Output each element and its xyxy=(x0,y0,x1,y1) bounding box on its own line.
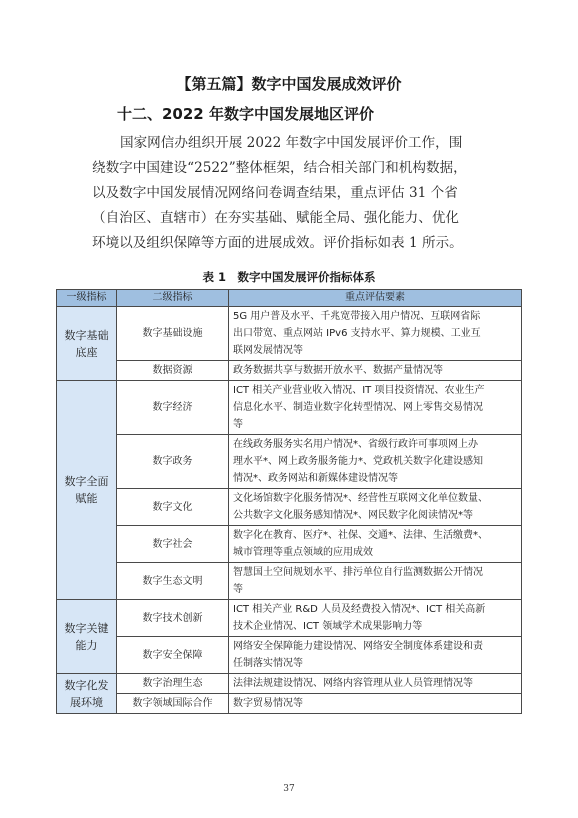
section-title: 十二、2022 年数字中国发展地区评价 xyxy=(117,105,374,123)
key-elements-line: 城市管理等重点领域的应用成效 xyxy=(233,547,373,558)
key-elements-line: 联网发展情况等 xyxy=(233,345,303,356)
key-elements-line: 理水平*、网上政务服务能力*、党政机关数字化建设感知 xyxy=(233,456,483,467)
key-elements-cell xyxy=(229,361,522,381)
key-elements-line: 任制落实情况等 xyxy=(233,658,303,669)
key-elements-line: 出口带宽、重点网站 IPv6 支持水平、算力规模、工业互 xyxy=(233,328,481,339)
level1-indicator-cell xyxy=(57,381,117,600)
key-elements-cell xyxy=(229,526,522,563)
key-elements-line: 文化场馆数字化服务情况*、经营性互联网文化单位数量、 xyxy=(233,493,488,504)
intro-paragraph xyxy=(92,131,500,256)
key-elements-line: 在线政务服务实名用户情况*、省级行政许可事项网上办 xyxy=(233,439,478,450)
level1-indicator-line: 能力 xyxy=(75,638,98,652)
level1-indicator-line: 底座 xyxy=(75,345,98,359)
level1-indicator-cell xyxy=(57,307,117,381)
level1-indicator-line: 数字全面 xyxy=(64,475,109,488)
header-key-elements: 重点评估要素 xyxy=(229,290,522,307)
paragraph-line: 以及数字中国发展情况网络问卷调查结果，重点评估 31 个省 xyxy=(92,185,458,201)
key-elements-line: 智慧国土空间规划水平、排污单位自行监测数据公开情况 xyxy=(233,567,483,578)
key-elements-cell xyxy=(229,307,522,361)
key-elements-cell xyxy=(229,435,522,489)
key-elements-line: 5G 用户普及水平、千兆宽带接入用户情况、互联网省际 xyxy=(233,311,481,322)
table-title: 表 1 数字中国发展评价指标体系 xyxy=(202,270,376,284)
level2-indicator-cell: 数字领域国际合作 xyxy=(117,694,229,714)
level2-indicator-cell: 数字技术创新 xyxy=(117,600,229,637)
level1-indicator-cell xyxy=(57,600,117,674)
key-elements-cell xyxy=(229,694,522,714)
paragraph-line: 环境以及组织保障等方面的进展成效。评价指标如表 1 所示。 xyxy=(92,235,463,251)
key-elements-line: 数字化在教育、医疗*、社保、交通*、法律、生活缴费*、 xyxy=(233,530,488,541)
table-row xyxy=(57,435,522,489)
key-elements-line: 数字贸易情况等 xyxy=(233,698,303,709)
key-elements-line: 网络安全保障能力建设情况、网络安全制度体系建设和责 xyxy=(233,641,483,652)
table-row xyxy=(57,637,522,674)
key-elements-cell xyxy=(229,563,522,600)
level2-indicator-cell: 数字生态文明 xyxy=(117,563,229,600)
header-level1: 一级指标 xyxy=(57,290,117,307)
key-elements-cell xyxy=(229,489,522,526)
level1-indicator-line: 赋能 xyxy=(75,492,98,505)
paragraph-line: （自治区、直辖市）在夯实基础、赋能全局、强化能力、优化 xyxy=(92,210,460,226)
table-row xyxy=(57,600,522,637)
level2-indicator-cell: 数字文化 xyxy=(117,489,229,526)
table-body xyxy=(57,307,522,714)
page-number: 37 xyxy=(283,784,295,794)
key-elements-line: 技术企业情况、ICT 领域学术成果影响力等 xyxy=(233,621,423,632)
table-row xyxy=(57,526,522,563)
table-row xyxy=(57,674,522,694)
table-row xyxy=(57,563,522,600)
key-elements-line: ICT 相关产业 R&D 人员及经费投入情况*、ICT 相关高新 xyxy=(233,604,486,615)
level2-indicator-cell: 数字安全保障 xyxy=(117,637,229,674)
key-elements-line: 信息化水平、制造业数字化转型情况、网上零售交易情况 xyxy=(233,402,483,413)
key-elements-line: 情况*、政务网站和新媒体建设情况等 xyxy=(233,473,398,484)
key-elements-cell xyxy=(229,381,522,435)
key-elements-cell xyxy=(229,674,522,694)
level2-indicator-cell: 数字治理生态 xyxy=(117,674,229,694)
table-row xyxy=(57,694,522,714)
paragraph-line: 绕数字中国建设“2522”整体框架，结合相关部门和机构数据， xyxy=(92,160,467,176)
table-row xyxy=(57,489,522,526)
key-elements-line: 政务数据共享与数据开放水平、数据产量情况等 xyxy=(233,365,443,376)
key-elements-line: 公共数字文化服务感知情况*、网民数字化阅读情况*等 xyxy=(233,510,473,521)
level2-indicator-cell: 数字基础设施 xyxy=(117,307,229,361)
part-title: 【第五篇】数字中国发展成效评价 xyxy=(176,75,402,93)
level2-indicator-cell: 数字政务 xyxy=(117,435,229,489)
indicator-table xyxy=(56,289,522,714)
key-elements-line: ICT 相关产业营业收入情况、IT 项目投资情况、农业生产 xyxy=(233,385,485,396)
level1-indicator-line: 数字关键 xyxy=(64,621,109,635)
level2-indicator-cell: 数字社会 xyxy=(117,526,229,563)
key-elements-cell xyxy=(229,600,522,637)
key-elements-line: 等 xyxy=(233,584,243,595)
key-elements-line: 法律法规建设情况、网络内容管理从业人员管理情况等 xyxy=(233,678,473,689)
level2-indicator-cell: 数据资源 xyxy=(117,361,229,381)
table-row xyxy=(57,307,522,361)
header-level2: 二级指标 xyxy=(117,290,229,307)
paragraph-line: 国家网信办组织开展 2022 年数字中国发展评价工作，围 xyxy=(120,135,463,151)
table-row xyxy=(57,381,522,435)
table-row xyxy=(57,361,522,381)
level1-indicator-line: 数字基础 xyxy=(64,328,109,342)
level1-indicator-line: 数字化发 xyxy=(64,678,109,692)
key-elements-line: 等 xyxy=(233,419,243,430)
level1-indicator-line: 展环境 xyxy=(70,695,103,709)
key-elements-cell xyxy=(229,637,522,674)
level2-indicator-cell: 数字经济 xyxy=(117,381,229,435)
table-header-row xyxy=(57,290,522,307)
level1-indicator-cell xyxy=(57,674,117,714)
